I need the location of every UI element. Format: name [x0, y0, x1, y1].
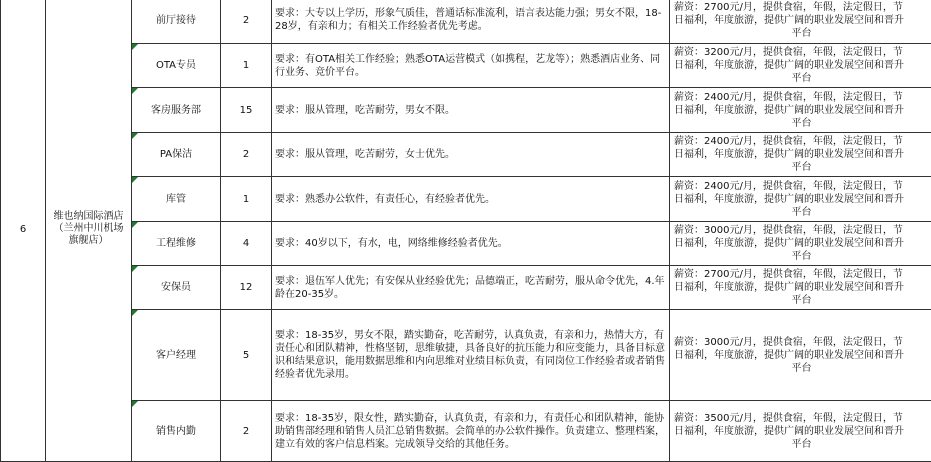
position-title: PA保洁	[160, 149, 192, 160]
position-title: 工程维修	[156, 238, 196, 249]
position-title-cell	[132, 222, 221, 266]
salary-benefits-line: 日福利，年度旅游，提供广阔的职业发展空间和晋升	[674, 59, 929, 72]
headcount: 2	[243, 149, 249, 160]
table-row	[1, 0, 931, 44]
requirement-cell	[272, 133, 670, 177]
requirement-cell	[272, 44, 670, 88]
requirement-text: 要求：18-35岁，男女不限，踏实勤奋，吃苦耐劳，认真负责，有亲和力，热情大方，有责任心和团队精神，性格坚韧，思维敏捷，具备良好的抗压能力和应变能力，具备目标意识和结果意识，能用数据思维和内向思维对业绩目标负责，有同岗位工作经验者或者销售经验者优先录用。	[275, 330, 665, 380]
comment-marker-icon	[132, 266, 138, 272]
salary-benefits-line: 日福利，年度旅游，提供广阔的职业发展空间和晋升	[674, 148, 929, 161]
headcount: 15	[240, 105, 253, 116]
headcount-cell	[221, 177, 272, 222]
position-title-cell	[132, 0, 221, 44]
salary-benefits-cell	[670, 177, 931, 222]
table-row	[1, 222, 931, 266]
salary-benefits-line: 日福利，年度旅游，提供广阔的职业发展空间和晋升	[674, 349, 929, 362]
position-title: 客户经理	[156, 350, 196, 361]
requirement-text: 要求：18-35岁，限女性，踏实勤奋，认真负责，有亲和力，有责任心和团队精神，能协助销售部经理和销售人员汇总销售数据。会简单的办公软件操作。负责建立、整理档案，建立有效的客户信息档案。完成领导交给的其他任务。	[275, 413, 665, 450]
salary-benefits-cell	[670, 266, 931, 310]
position-title: 库管	[166, 194, 186, 205]
position-title-cell	[132, 88, 221, 133]
headcount-cell	[221, 0, 272, 44]
position-title-cell	[132, 266, 221, 310]
headcount: 5	[243, 350, 249, 361]
salary-benefits-line: 平台	[674, 161, 929, 174]
salary-benefits-cell	[670, 88, 931, 133]
row-index: 6	[20, 224, 26, 235]
requirement-text: 要求：有OTA相关工作经验；熟悉OTA运营模式（如携程，艺龙等）；熟悉酒店业务、同行业务、竞价平台。	[275, 54, 660, 78]
headcount-cell	[221, 401, 272, 462]
salary-benefits-line: 平台	[674, 206, 929, 219]
requirement-text: 要求：服从管理，吃苦耐劳，女士优先。	[275, 149, 455, 160]
salary-benefits-line: 薪资：2400元/月，提供食宿，年假，法定假日，节	[674, 180, 929, 193]
headcount-cell	[221, 266, 272, 310]
salary-benefits-line: 平台	[674, 438, 929, 451]
salary-benefits-line: 平台	[674, 294, 929, 307]
salary-benefits-line: 日福利，年度旅游，提供广阔的职业发展空间和晋升	[674, 237, 929, 250]
salary-benefits-cell	[670, 0, 931, 44]
headcount: 1	[243, 194, 249, 205]
company-name-line: 维也纳国际酒店	[46, 211, 131, 223]
comment-marker-icon	[132, 177, 138, 183]
salary-benefits-line: 薪资：3200元/月，提供食宿，年假，法定假日，节	[674, 46, 929, 59]
requirement-cell	[272, 0, 670, 44]
salary-benefits-line: 日福利，年度旅游，提供广阔的职业发展空间和晋升	[674, 425, 929, 438]
salary-benefits-line: 薪资：2700元/月，提供食宿，年假，法定假日，节	[674, 268, 929, 281]
requirement-cell	[272, 401, 670, 462]
salary-benefits-line: 薪资：2700元/月，提供食宿，年假，法定假日，节	[674, 1, 929, 14]
salary-benefits-line: 日福利，年度旅游，提供广阔的职业发展空间和晋升	[674, 193, 929, 206]
position-title-cell	[132, 310, 221, 401]
salary-benefits-line: 薪资：2400元/月，提供食宿，年假，法定假日，节	[674, 135, 929, 148]
headcount: 2	[243, 15, 249, 26]
salary-benefits-line: 薪资：3000元/月，提供食宿，年假，法定假日，节	[674, 224, 929, 237]
position-title: 安保员	[161, 282, 191, 293]
comment-marker-icon	[132, 44, 138, 50]
requirement-cell	[272, 222, 670, 266]
headcount-cell	[221, 310, 272, 401]
table-row	[1, 44, 931, 88]
headcount-cell	[221, 133, 272, 177]
headcount: 1	[243, 60, 249, 71]
salary-benefits-line: 平台	[674, 117, 929, 130]
position-title: 客房服务部	[151, 105, 201, 116]
salary-benefits-cell	[670, 310, 931, 401]
comment-marker-icon	[132, 222, 138, 228]
position-title: 销售内勤	[156, 426, 196, 437]
table-row	[1, 88, 931, 133]
headcount-cell	[221, 88, 272, 133]
salary-benefits-cell	[670, 222, 931, 266]
salary-benefits-line: 平台	[674, 250, 929, 263]
headcount-cell	[221, 44, 272, 88]
requirement-text: 要求：退伍军人优先；有安保从业经验优先；品德端正，吃苦耐劳，服从命令优先，4.年龄在20-35岁。	[275, 276, 665, 300]
requirement-cell	[272, 177, 670, 222]
headcount: 12	[240, 282, 253, 293]
salary-benefits-line: 平台	[674, 27, 929, 40]
position-title-cell	[132, 133, 221, 177]
table-row	[1, 266, 931, 310]
salary-benefits-cell	[670, 401, 931, 462]
salary-benefits-line: 日福利，年度旅游，提供广阔的职业发展空间和晋升	[674, 104, 929, 117]
headcount: 2	[243, 426, 249, 437]
salary-benefits-line: 日福利，年度旅游，提供广阔的职业发展空间和晋升	[674, 14, 929, 27]
requirement-cell	[272, 88, 670, 133]
comment-marker-icon	[132, 88, 138, 94]
requirement-text: 要求：大专以上学历，形象气质佳，普通话标准流利，语言表达能力强；男女不限，18-28岁，有亲和力；有相关工作经验者优先考虑。	[275, 8, 661, 32]
requirement-cell	[272, 310, 670, 401]
table-row	[1, 401, 931, 462]
comment-marker-icon	[132, 133, 138, 139]
position-title-cell	[132, 401, 221, 462]
salary-benefits-cell	[670, 133, 931, 177]
table-row	[1, 177, 931, 222]
position-title-cell	[132, 44, 221, 88]
position-title-cell	[132, 177, 221, 222]
company-name-line: 旗舰店）	[46, 235, 131, 247]
salary-benefits-line: 薪资：3500元/月，提供食宿，年假，法定假日，节	[674, 412, 929, 425]
company-name-line: （兰州中川机场	[46, 223, 131, 235]
headcount-cell	[221, 222, 272, 266]
table-row	[1, 310, 931, 401]
position-title: OTA专员	[156, 60, 196, 71]
row-index-cell	[1, 0, 46, 462]
company-name-cell	[46, 0, 132, 462]
salary-benefits-line: 平台	[674, 362, 929, 375]
salary-benefits-line: 薪资：3000元/月，提供食宿，年假，法定假日，节	[674, 336, 929, 349]
salary-benefits-line: 日福利，年度旅游，提供广阔的职业发展空间和晋升	[674, 281, 929, 294]
requirement-text: 要求：40岁以下，有水，电，网络维修经验者优先。	[275, 238, 508, 249]
salary-benefits-line: 薪资：2400元/月，提供食宿，年假，法定假日，节	[674, 91, 929, 104]
table-row	[1, 133, 931, 177]
comment-marker-icon	[132, 310, 138, 316]
salary-benefits-line: 平台	[674, 72, 929, 85]
requirement-text: 要求：服从管理，吃苦耐劳，男女不限。	[275, 105, 455, 116]
headcount: 4	[243, 238, 249, 249]
comment-marker-icon	[132, 401, 138, 407]
requirement-cell	[272, 266, 670, 310]
salary-benefits-cell	[670, 44, 931, 88]
requirement-text: 要求：熟悉办公软件，有责任心，有经验者优先。	[275, 194, 495, 205]
position-title: 前厅接待	[156, 15, 196, 26]
